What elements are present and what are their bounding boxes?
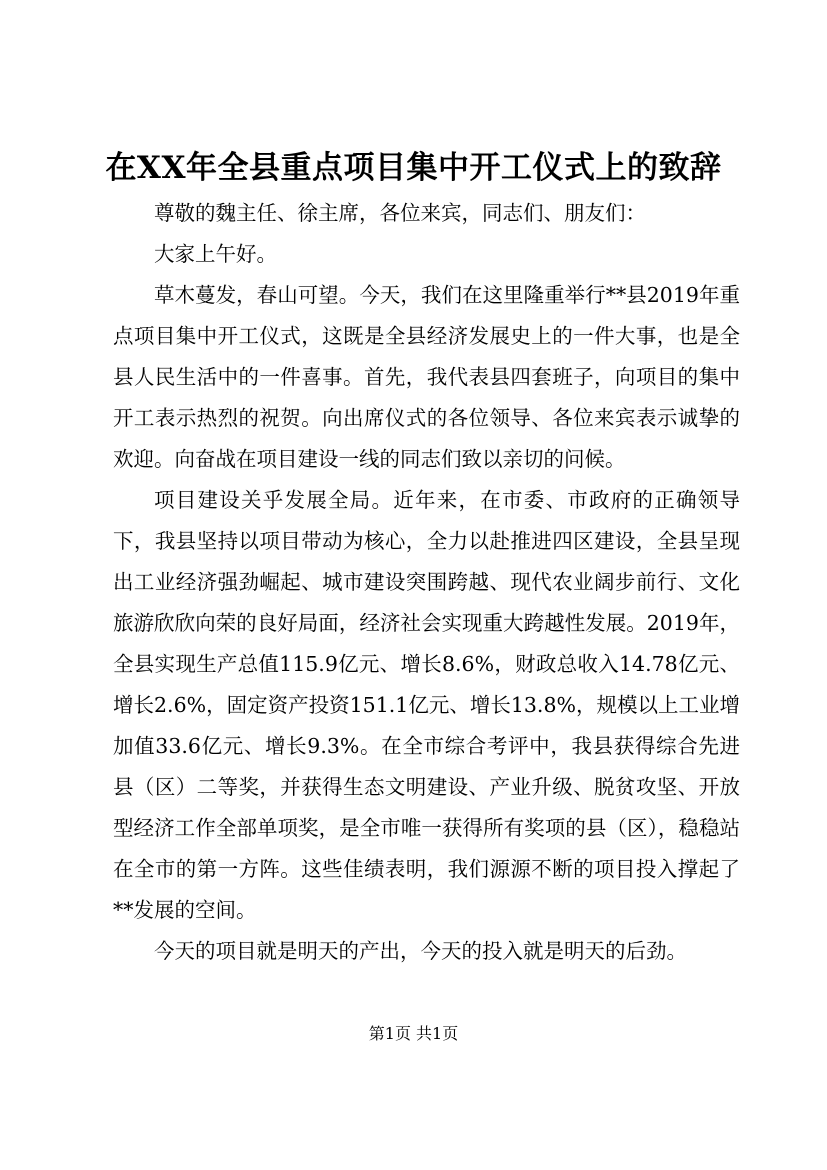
paragraph-greeting: 大家上午好。 (154, 242, 277, 266)
paragraph-outlook: 今天的项目就是明天的产出，今天的投入就是明天的后劲。 (154, 939, 687, 963)
paragraph-salutation: 尊敬的魏主任、徐主席，各位来宾，同志们、朋友们： (154, 201, 646, 225)
document-body (113, 193, 740, 972)
paragraph-achievements: 项目建设关乎发展全局。近年来，在市委、市政府的正确领导下，我县坚持以项目带动为核心，全力以赴推进四区建设，全县呈现出工业经济强劲崛起、城市建设突围跨越、现代农业阔步前行、文化旅游欣欣向荣的良好局面，经济社会实现重大跨越性发展。2019年，全县实现生产总值115.9亿元、增长8.6%，财政总收入14.78亿元、增长2.6%，固定资产投资151.1亿元、增长13.8%，规模以上工业增加值33.6亿元、增长9.3%。在全市综合考评中，我县获得综合先进县（区）二等奖，并获得生态文明建设、产业升级、脱贫攻坚、开放型经济工作全部单项奖，是全市唯一获得所有奖项的县（区），稳稳站在全市的第一方阵。这些佳绩表明，我们源源不断的项目投入撑起了**发展的空间。 (113, 488, 740, 922)
page-footer: 第1页 共1页 (368, 1024, 459, 1043)
document-title: 在XX年全县重点项目集中开工仪式上的致辞 (105, 150, 722, 186)
paragraph-opening: 草木蔓发，春山可望。今天，我们在这里隆重举行**县2019年重点项目集中开工仪式，这既是全县经济发展史上的一件大事，也是全县人民生活中的一件喜事。首先，我代表县四套班子，向项目的集中开工表示热烈的祝贺。向出席仪式的各位领导、各位来宾表示诚挚的欢迎。向奋战在项目建设一线的同志们致以亲切的问候。 (113, 283, 740, 471)
